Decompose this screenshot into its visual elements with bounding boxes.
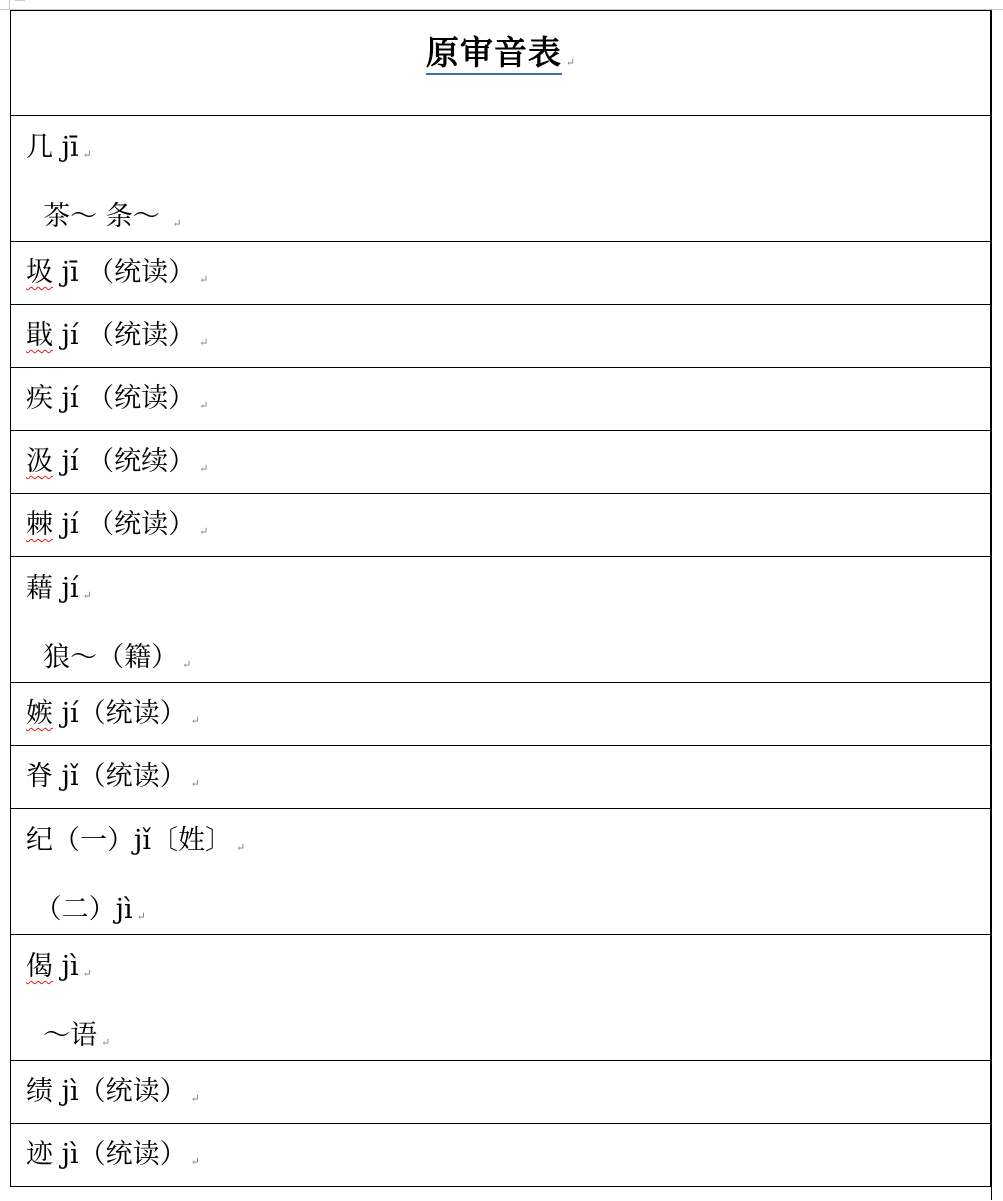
entry-pinyin: jí （统读）: [53, 320, 196, 351]
entry-example: （二）jì: [26, 894, 133, 925]
table-cell[interactable]: [11, 431, 991, 494]
table-cell[interactable]: [11, 557, 991, 683]
table-row: [11, 935, 991, 1061]
title-cell[interactable]: [11, 11, 991, 116]
table-cell[interactable]: [11, 1124, 991, 1187]
paragraph-mark-icon: ↵: [190, 777, 200, 790]
table-row: [11, 368, 991, 431]
table-row: [11, 116, 991, 242]
table-right-border: [991, 10, 992, 1200]
table-cell[interactable]: [11, 494, 991, 557]
entry-pinyin: jì: [53, 951, 79, 982]
entry-character: 棘: [26, 509, 53, 540]
document-title: 原审音表: [426, 33, 562, 75]
entry-pinyin: jí （统读）: [53, 509, 196, 540]
paragraph-mark-icon: ↵: [172, 217, 182, 230]
table-cell[interactable]: [11, 746, 991, 809]
page-corner-mark: [9, 0, 10, 9]
page-corner-mark: [15, 0, 25, 1]
table-row: [11, 431, 991, 494]
table-row: [11, 305, 991, 368]
table-cell[interactable]: [11, 809, 991, 935]
paragraph-mark-icon: ↵: [199, 462, 209, 475]
entry-pinyin: jí（统读）: [53, 698, 187, 729]
paragraph-mark-icon: ↵: [82, 967, 92, 980]
entry-character: 几: [26, 132, 53, 163]
entry-character: 纪: [26, 825, 53, 856]
entry-pinyin: jì（统读）: [53, 1076, 187, 1107]
entry-pinyin: jí （统读）: [53, 383, 196, 414]
title-row: [11, 11, 991, 116]
entry-example: ～语: [26, 1020, 98, 1051]
table-row: [11, 242, 991, 305]
table-row: [11, 1124, 991, 1187]
entry-character: 嫉: [26, 698, 53, 729]
entry-pinyin: jī: [53, 132, 79, 163]
entry-pinyin: jī （统读）: [53, 257, 196, 288]
paragraph-mark-icon: ↵: [190, 1092, 200, 1105]
entry-example: 狼～（籍）: [26, 642, 179, 673]
table-row: [11, 809, 991, 935]
entry-pinyin: jǐ（统读）: [53, 761, 187, 792]
entry-character: 疾: [26, 383, 53, 414]
table-row: [11, 494, 991, 557]
table-cell[interactable]: [11, 305, 991, 368]
paragraph-mark-icon: ↵: [236, 841, 246, 854]
entry-character: 迹: [26, 1139, 53, 1170]
entry-character: 汲: [26, 446, 53, 477]
entry-pinyin: jí （统续）: [53, 446, 196, 477]
entry-character: 偈: [26, 951, 53, 982]
entry-character: 脊: [26, 761, 53, 792]
table-row: [11, 683, 991, 746]
paragraph-mark-icon: ↵: [82, 148, 92, 161]
table-cell[interactable]: [11, 1061, 991, 1124]
entry-pinyin: （一）jǐ〔姓〕: [53, 825, 233, 856]
paragraph-mark-icon: ↵: [190, 1155, 200, 1168]
table-row: [11, 1061, 991, 1124]
paragraph-mark-icon: ↵: [199, 273, 209, 286]
paragraph-mark-icon: ↵: [565, 56, 576, 69]
entry-character: 戢: [26, 320, 53, 351]
paragraph-mark-icon: ↵: [199, 399, 209, 412]
paragraph-mark-icon: ↵: [199, 525, 209, 538]
entry-character: 藉: [26, 573, 53, 604]
paragraph-mark-icon: ↵: [190, 714, 200, 727]
paragraph-mark-icon: ↵: [101, 1036, 111, 1049]
entry-example: 茶～ 条～: [26, 201, 169, 232]
paragraph-mark-icon: ↵: [182, 658, 192, 671]
table-row: [11, 746, 991, 809]
table-cell[interactable]: [11, 368, 991, 431]
table-cell[interactable]: [11, 935, 991, 1061]
table-cell[interactable]: [11, 116, 991, 242]
paragraph-mark-icon: ↵: [82, 589, 92, 602]
table-row: [11, 557, 991, 683]
entry-character: 绩: [26, 1076, 53, 1107]
entry-pinyin: jì（统读）: [53, 1139, 187, 1170]
pronunciation-table: [10, 10, 991, 1187]
paragraph-mark-icon: ↵: [136, 910, 146, 923]
table-cell[interactable]: [11, 683, 991, 746]
table-cell[interactable]: [11, 242, 991, 305]
entry-character: 圾: [26, 257, 53, 288]
paragraph-mark-icon: ↵: [199, 336, 209, 349]
entry-pinyin: jí: [53, 573, 79, 604]
